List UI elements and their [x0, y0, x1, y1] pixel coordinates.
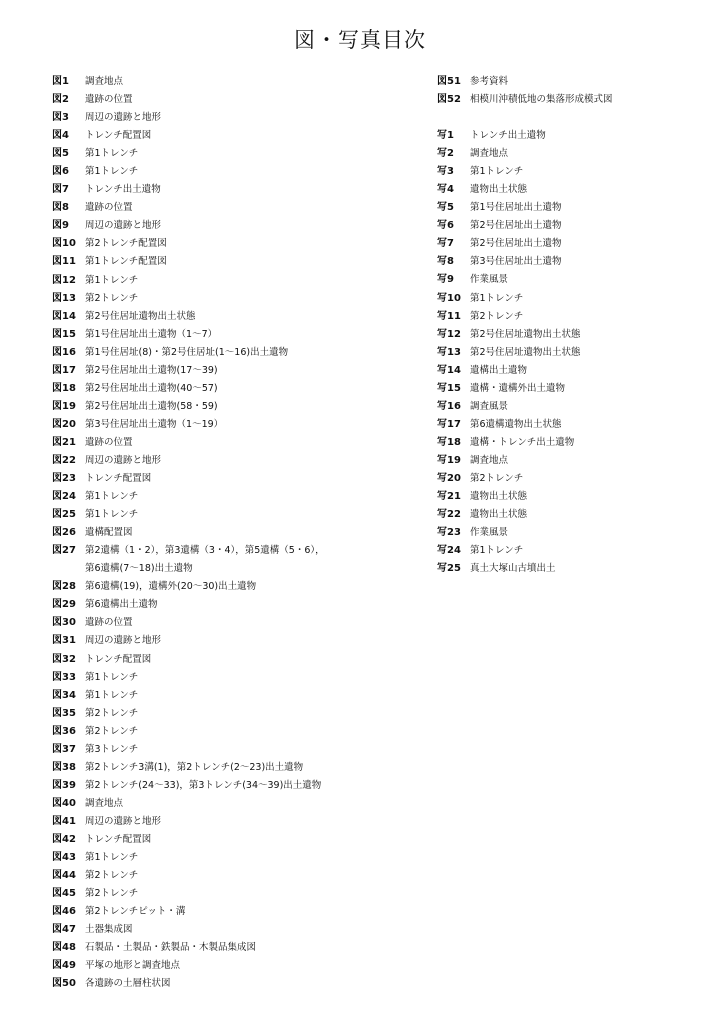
figure-entry: [52, 253, 412, 271]
figure-label: 図49: [52, 960, 76, 972]
figure-caption: 周辺の遺跡と地形: [85, 635, 162, 647]
figure-caption: 第2号住居址出土遺物(58・59): [85, 400, 218, 412]
figure-caption: 土器集成図: [85, 924, 133, 936]
figure-entry: [52, 705, 412, 723]
photo-label: 写17: [437, 418, 461, 430]
figure-caption: 第2号住居址出土遺物(17～39): [85, 364, 218, 376]
figure-label: 図39: [52, 779, 76, 791]
photo-entry: [437, 434, 707, 452]
figure-entry: [52, 687, 412, 705]
figure-label: 図21: [52, 436, 76, 448]
figure-entry: [52, 326, 412, 344]
figure-caption: 第2トレンチ: [85, 888, 139, 900]
photo-label: 写9: [437, 274, 454, 286]
figure-entry: [52, 127, 412, 145]
photo-entry: [437, 326, 707, 344]
figure-label: 図12: [52, 274, 76, 286]
figure-entry: [52, 488, 412, 506]
photo-entry: [437, 145, 707, 163]
figure-caption: 第1号住居址(8)・第2号住居址(1～16)出土遺物: [85, 346, 289, 358]
figure-label: 図25: [52, 509, 76, 521]
figure-caption: 第1トレンチ: [85, 689, 139, 701]
photo-label: 写21: [437, 491, 461, 503]
figure-entry: [52, 921, 412, 939]
figure-entry: [52, 416, 412, 434]
figure-caption: 石製品・土製品・鉄製品・木製品集成図: [85, 942, 257, 954]
figure-caption: 第1トレンチ: [85, 671, 139, 683]
figure-label: 図29: [52, 599, 76, 611]
figure-label: 図22: [52, 454, 76, 466]
figure-label: 図19: [52, 400, 76, 412]
page-title: 図・写真目次: [294, 28, 426, 52]
figure-label: 図16: [52, 346, 76, 358]
figure-label: 図38: [52, 761, 76, 773]
figure-entry: [52, 91, 412, 109]
figure-caption: 第2遺構（1・2），第3遺構（3・4），第5遺構（5・6），: [85, 545, 325, 557]
figure-caption: 周辺の遺跡と地形: [85, 112, 162, 124]
figure-entry: [52, 235, 412, 253]
figure-label: 図23: [52, 473, 76, 485]
figure-entry: [52, 669, 412, 687]
figure-label: 図20: [52, 418, 76, 430]
figure-label: 図30: [52, 617, 76, 629]
photo-label: 写10: [437, 292, 461, 304]
photo-entry: [437, 542, 707, 560]
figure-caption: トレンチ配置図: [85, 130, 152, 142]
photo-caption: 第2トレンチ: [470, 472, 524, 484]
photo-entry: [437, 470, 707, 488]
figure-caption: 周辺の遺跡と地形: [85, 220, 162, 232]
photo-entry: [437, 344, 707, 362]
figure-caption: 第1トレンチ配置図: [85, 256, 167, 268]
photo-entry: [437, 181, 707, 199]
photo-entry: [437, 163, 707, 181]
figure-label: 図32: [52, 653, 76, 665]
photo-caption: 第2号住居址出土遺物: [470, 238, 562, 250]
figure-label: 図51: [437, 76, 461, 87]
figure-caption: 第6遺構(7～18)出土遺物: [85, 563, 193, 575]
photo-caption: 遺構出土遺物: [470, 364, 528, 376]
figure-label: 図45: [52, 888, 76, 900]
figure-caption: 遺跡の位置: [85, 202, 133, 214]
photo-caption: 第2号住居址遺物出土状態: [470, 346, 581, 358]
photo-caption: 作業風景: [470, 527, 509, 539]
photo-entry: [437, 127, 707, 145]
figure-caption: 第2トレンチピット・溝: [85, 906, 186, 918]
figure-entry: [52, 578, 412, 596]
figure-label: 図10: [52, 238, 76, 250]
photo-caption: 真土大塚山古墳出土: [470, 563, 556, 575]
figure-label: 図8: [52, 202, 69, 214]
photo-label: 写20: [437, 472, 461, 484]
figure-label: 図18: [52, 382, 76, 394]
figure-entry: [437, 91, 707, 109]
figure-entry: [52, 362, 412, 380]
photo-label: 写4: [437, 184, 454, 196]
figure-entry: [52, 308, 412, 326]
figure-caption: 第3トレンチ: [85, 743, 139, 755]
figure-label: 図9: [52, 220, 69, 232]
photo-label: 写18: [437, 436, 461, 448]
photo-entry: [437, 380, 707, 398]
figure-entry: [52, 885, 412, 903]
figure-entry: [52, 506, 412, 524]
figure-entry: [52, 73, 412, 91]
photo-label: 写22: [437, 509, 461, 521]
figure-entry: [52, 524, 412, 542]
photo-label: 写24: [437, 545, 461, 557]
figure-label: 図4: [52, 130, 69, 142]
figure-caption: 第2トレンチ: [85, 707, 139, 719]
photo-label: 写11: [437, 310, 461, 322]
figure-caption: 調査地点: [85, 797, 124, 809]
photo-label: 写7: [437, 238, 454, 250]
figure-entry: [52, 939, 412, 957]
photo-entry: [437, 524, 707, 542]
figure-label: 図1: [52, 76, 69, 87]
photo-label: 写6: [437, 220, 454, 232]
figure-label: 図46: [52, 906, 76, 918]
figure-label: 図17: [52, 364, 76, 376]
photo-caption: 第2トレンチ: [470, 310, 524, 322]
photo-entry: [437, 290, 707, 308]
figure-label: 図27: [52, 545, 76, 557]
figure-caption: 第1トレンチ: [85, 274, 139, 286]
figure-caption: 第6遺構出土遺物: [85, 599, 158, 611]
section-gap: [437, 109, 707, 127]
photo-entry: [437, 271, 707, 289]
figure-label: 図34: [52, 689, 76, 701]
figure-label: 図47: [52, 924, 76, 936]
figure-entry: [52, 831, 412, 849]
figure-entry: [52, 163, 412, 181]
figure-entry: [52, 398, 412, 416]
figure-entry: [52, 975, 412, 993]
photo-entry: [437, 398, 707, 416]
figure-entry: [52, 109, 412, 127]
figure-entry: [52, 470, 412, 488]
figure-entry: [52, 723, 412, 741]
photo-label: 写3: [437, 166, 454, 178]
figure-caption: 第1トレンチ: [85, 491, 139, 503]
photo-entry: [437, 452, 707, 470]
photo-caption: 調査地点: [470, 148, 509, 160]
figure-entry: [52, 813, 412, 831]
figure-label: 図50: [52, 978, 76, 990]
figure-entry: [52, 380, 412, 398]
figure-caption: 第2号住居址出土遺物(40～57): [85, 382, 218, 394]
figure-entry: [52, 272, 412, 290]
figure-entry: [52, 795, 412, 813]
photo-entry: [437, 362, 707, 380]
photo-caption: 第1号住居址出土遺物: [470, 202, 562, 214]
figure-entry: [52, 434, 412, 452]
figure-caption: 第1号住居址出土遺物（1～7）: [85, 328, 218, 340]
figure-entry: [52, 777, 412, 795]
figure-caption: 第2トレンチ: [85, 725, 139, 737]
photo-caption: 第1トレンチ: [470, 166, 524, 178]
figure-caption: 第1トレンチ: [85, 852, 139, 864]
photo-caption: 第1トレンチ: [470, 292, 524, 304]
figure-caption: 相模川沖積低地の集落形成模式図: [470, 94, 613, 106]
figure-label: 図13: [52, 292, 76, 304]
figure-entry: [52, 199, 412, 217]
figure-label: 図43: [52, 852, 76, 864]
figure-label: 図36: [52, 725, 76, 737]
figure-entry: [437, 73, 707, 91]
figure-caption: 第1トレンチ: [85, 166, 139, 178]
photo-caption: 第2号住居址出土遺物: [470, 220, 562, 232]
photo-label: 写16: [437, 400, 461, 412]
photo-label: 写25: [437, 563, 461, 575]
figure-label: 図3: [52, 112, 69, 124]
figure-entry: [52, 217, 412, 235]
photo-label: 写12: [437, 328, 461, 340]
figure-caption: トレンチ配置図: [85, 473, 152, 485]
figure-caption: 第3号住居址出土遺物（1～19）: [85, 418, 224, 430]
figure-caption: 第2トレンチ配置図: [85, 238, 167, 250]
figure-caption: トレンチ配置図: [85, 833, 152, 845]
figure-label: 図6: [52, 166, 69, 178]
photo-entry: [437, 416, 707, 434]
figure-caption: 遺構配置図: [85, 527, 133, 539]
photo-label: 写8: [437, 256, 454, 268]
figure-label: 図24: [52, 491, 76, 503]
photo-caption: 遺構・遺構外出土遺物: [470, 382, 566, 394]
photo-label: 写23: [437, 527, 461, 539]
figure-entry: [52, 759, 412, 777]
figure-entry: [52, 145, 412, 163]
figure-label: 図44: [52, 870, 76, 882]
photo-caption: 遺構・トレンチ出土遺物: [470, 436, 575, 448]
figure-entry: [52, 181, 412, 199]
photo-entry: [437, 488, 707, 506]
figure-entry: [52, 452, 412, 470]
photo-caption: 遺物出土状態: [470, 184, 528, 196]
figure-label: 図48: [52, 942, 76, 954]
photo-entry: [437, 253, 707, 271]
figure-caption: 遺跡の位置: [85, 94, 133, 106]
photo-entry: [437, 235, 707, 253]
photo-label: 写2: [437, 148, 454, 160]
figure-label: 図2: [52, 94, 69, 106]
figure-label: 図33: [52, 671, 76, 683]
figure-label: 図5: [52, 148, 69, 160]
figure-caption: トレンチ出土遺物: [85, 184, 161, 196]
figure-caption: 平塚の地形と調査地点: [85, 960, 181, 972]
photo-entry: [437, 199, 707, 217]
photo-caption: 第2号住居址遺物出土状態: [470, 328, 581, 340]
figures-photos-list-right: [437, 73, 707, 578]
figure-label: 図26: [52, 527, 76, 539]
figure-caption: 遺跡の位置: [85, 617, 133, 629]
photo-caption: 第3号住居址出土遺物: [470, 256, 562, 268]
figure-entry: [52, 957, 412, 975]
photo-caption: 調査地点: [470, 454, 509, 466]
figure-caption: トレンチ配置図: [85, 653, 152, 665]
figure-caption: 第2トレンチ: [85, 870, 139, 882]
figure-entry: [52, 344, 412, 362]
photo-label: 写13: [437, 346, 461, 358]
figure-caption: 遺跡の位置: [85, 436, 133, 448]
figure-label: 図52: [437, 94, 461, 106]
figure-caption: 第1トレンチ: [85, 509, 139, 521]
figure-entry: [52, 290, 412, 308]
figure-caption: 参考資料: [470, 76, 509, 87]
figure-caption: 調査地点: [85, 76, 124, 87]
photo-caption: 遺物出土状態: [470, 509, 528, 521]
figure-label: 図35: [52, 707, 76, 719]
figure-label: 図41: [52, 815, 76, 827]
photo-entry: [437, 506, 707, 524]
photo-label: 写19: [437, 454, 461, 466]
photo-entry: [437, 217, 707, 235]
figure-label: 図15: [52, 328, 76, 340]
figure-caption: 第1トレンチ: [85, 148, 139, 160]
figure-caption: 第2トレンチ: [85, 292, 139, 304]
figure-label: 図42: [52, 833, 76, 845]
photo-caption: 調査風景: [470, 400, 509, 412]
figure-label: 図40: [52, 797, 76, 809]
figure-entry: [52, 614, 412, 632]
figure-entry: [52, 596, 412, 614]
figure-caption: 第2号住居址遺物出土状態: [85, 310, 196, 322]
figures-list-left: [52, 73, 412, 993]
figure-label: 図31: [52, 635, 76, 647]
figure-label: 図7: [52, 184, 69, 196]
figure-caption: 周辺の遺跡と地形: [85, 454, 162, 466]
figure-entry: [52, 651, 412, 669]
figure-entry: [52, 560, 412, 578]
figure-caption: 第2トレンチ(24～33)，第3トレンチ(34～39)出土遺物: [85, 779, 322, 791]
figure-caption: 周辺の遺跡と地形: [85, 815, 162, 827]
figure-label: 図28: [52, 581, 76, 593]
photo-label: 写15: [437, 382, 461, 394]
figure-entry: [52, 867, 412, 885]
figure-entry: [52, 903, 412, 921]
figure-label: 図14: [52, 310, 76, 322]
figure-entry: [52, 542, 412, 560]
photo-caption: 第1トレンチ: [470, 545, 524, 557]
figure-caption: 第6遺構(19)，遺構外(20～30)出土遺物: [85, 581, 257, 593]
figure-entry: [52, 632, 412, 650]
photo-label: 写5: [437, 202, 454, 214]
photo-caption: トレンチ出土遺物: [470, 130, 546, 142]
figure-label: 図37: [52, 743, 76, 755]
photo-caption: 遺物出土状態: [470, 491, 528, 503]
photo-entry: [437, 308, 707, 326]
figure-entry: [52, 741, 412, 759]
figure-caption: 各遺跡の土層柱状図: [85, 978, 171, 990]
photo-label: 写14: [437, 364, 461, 376]
figure-entry: [52, 849, 412, 867]
figure-label: 図11: [52, 256, 76, 268]
photo-caption: 第6遺構遺物出土状態: [470, 418, 562, 430]
figure-caption: 第2トレンチ3溝(1)，第2トレンチ(2～23)出土遺物: [85, 761, 304, 773]
photo-caption: 作業風景: [470, 274, 509, 286]
photo-label: 写1: [437, 130, 454, 142]
photo-entry: [437, 560, 707, 578]
